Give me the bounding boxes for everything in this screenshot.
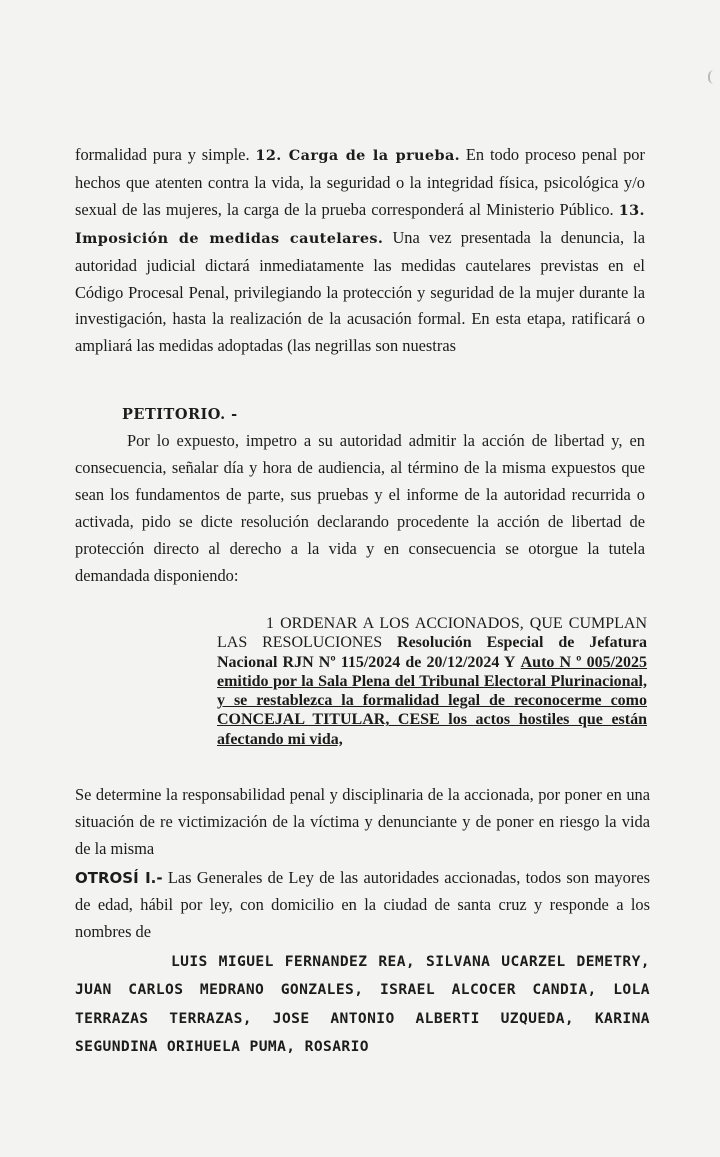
citation-text-3: Una vez presentada la denuncia, la autoridad judicial dictará inmediatamente las medidas cautelares previstas en el Código Procesal Penal, privilegiando la protección y seguridad de la mujer durante la investigación, hasta la realización de la acusación formal. En esta etapa, ratificará o ampliará las medidas adoptadas (las negrillas son nuestras	[75, 227, 645, 356]
heading-medidas-cautelares: 13. Imposición de medidas cautelares.	[75, 201, 645, 247]
otrosi-paragraph	[75, 865, 650, 946]
determine-text: Se determine la responsabilidad penal y disciplinaria de la accionada, por poner en una situación de re victimización de la víctima y denunciante y de poner en riesgo la vida de la misma	[75, 785, 650, 858]
petitorio-text: Por lo expuesto, impetro a su autoridad admitir la acción de libertad y, en consecuencia, señalar día y hora de audiencia, al término de la misma expuestos que sean los fundamentos de parte, sus pruebas y el informe de la autoridad recurrida o activada, pido se dicte resolución declarando procedente la acción de libertad de protección directo al derecho a la vida y en consecuencia se otorgue la tutela demandada disponiendo:	[75, 431, 645, 585]
otrosi-text: Las Generales de Ley de las autoridades accionadas, todos son mayores de edad, hábil por ley, con domicilio en la ciudad de santa cruz y responde a los nombres de	[75, 868, 650, 941]
otrosi-label: OTROSÍ I.-	[75, 869, 163, 887]
order-resolution: Resolución Especial de Jefatura Nacional RJN Nº 115/2024 de 20/12/2024 Y	[217, 634, 647, 671]
citation-text-1: formalidad pura y simple.	[75, 145, 250, 164]
petitorio-heading: PETITORIO. -	[122, 406, 238, 423]
order-text: 1 ORDENAR A LOS ACCIONADOS, QUE CUMPLAN LAS RESOLUCIONES	[217, 615, 647, 652]
heading-carga-prueba: 12. Carga de la prueba.	[255, 147, 461, 164]
accused-names-list	[75, 948, 650, 1061]
page-edge-mark	[708, 70, 720, 84]
legal-citation-paragraph	[75, 142, 645, 360]
petitorio-paragraph	[75, 428, 645, 589]
names-text: LUIS MIGUEL FERNANDEZ REA, SILVANA UCARZEL DEMETRY, JUAN CARLOS MEDRANO GONZALES, ISRAEL ALCOCER CANDIA, LOLA TERRAZAS TERRAZAS, JOSE ANTONIO ALBERTI UZQUEDA, KARINA SEGUNDINA ORIHUELA PUMA, ROSARIO	[75, 953, 650, 1055]
order-item-1	[217, 614, 647, 749]
citation-text-2: En todo proceso penal por hechos que atenten contra la vida, la seguridad o la integridad física, psicológica y/o sexual de las mujeres, la carga de la prueba corresponderá al Ministerio Público.	[75, 145, 645, 219]
order-underlined: Auto N º 005/2025 emitido por la Sala Plena del Tribunal Electoral Plurinacional, y se restablezca la formalidad legal de reconocerme como CONCEJAL TITULAR, CESE los actos hostiles que están afectando mi vida,	[217, 653, 648, 748]
determine-paragraph	[75, 782, 650, 863]
